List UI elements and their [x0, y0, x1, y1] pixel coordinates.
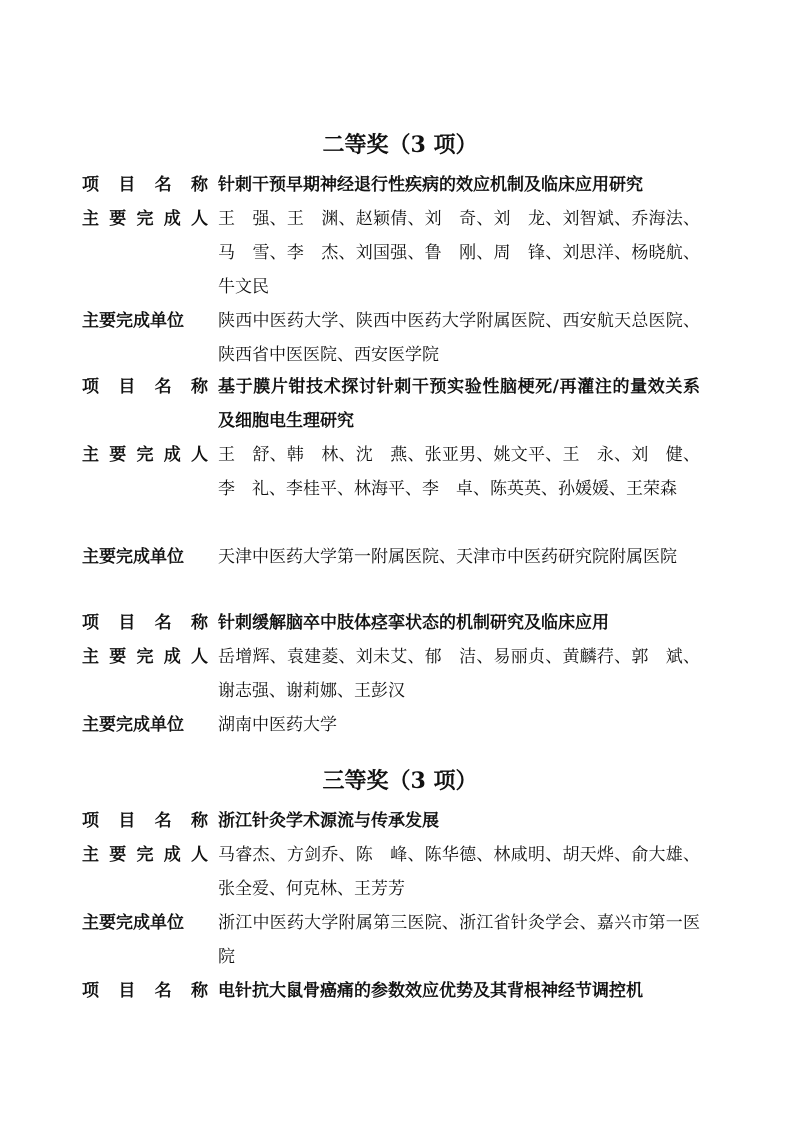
section-heading-second-prize: 二等奖（3 项） — [322, 132, 478, 158]
main-units: 浙江中医药大学附属第三医院、浙江省针灸学会、嘉兴市第一医院 — [218, 913, 700, 967]
main-contributors: 王 强、王 渊、赵颖倩、刘 奇、刘 龙、刘智斌、乔海法、马 雪、李 杰、刘国强、鲁 刚、周 锋、刘思洋、杨晓航、牛文民 — [218, 209, 700, 297]
main-units: 天津中医药大学第一附属医院、天津市中医药研究院附属医院 — [218, 547, 677, 567]
label-main-units: 主要完成单位 — [82, 311, 184, 331]
main-contributors: 王 舒、韩 林、沈 燕、张亚男、姚文平、王 永、刘 健、李 礼、李桂平、林海平、李 卓、陈英英、孙媛媛、王荣森 — [218, 445, 700, 499]
main-contributors: 马睿杰、方剑乔、陈 峰、陈华德、林咸明、胡天烨、俞大雄、张全爱、何克林、王芳芳 — [218, 845, 700, 899]
main-units: 陕西中医药大学、陕西中医药大学附属医院、西安航天总医院、陕西省中医医院、西安医学院 — [218, 311, 700, 365]
label-main-contributors: 主 要 完 成 人 — [82, 647, 208, 667]
label-main-units: 主要完成单位 — [82, 913, 184, 933]
section-heading-third-prize: 三等奖（3 项） — [322, 768, 478, 794]
main-units: 湖南中医药大学 — [218, 715, 337, 735]
project-title: 电针抗大鼠骨癌痛的参数效应优势及其背根神经节调控机 — [218, 981, 643, 1001]
label-main-contributors: 主 要 完 成 人 — [82, 445, 208, 465]
label-main-units: 主要完成单位 — [82, 547, 184, 567]
project-title: 浙江针灸学术源流与传承发展 — [218, 811, 439, 831]
project-title: 针刺缓解脑卒中肢体痉挛状态的机制研究及临床应用 — [218, 613, 609, 633]
project-title: 针刺干预早期神经退行性疾病的效应机制及临床应用研究 — [218, 175, 643, 195]
project-title: 基于膜片钳技术探讨针刺干预实验性脑梗死/再灌注的量效关系及细胞电生理研究 — [218, 377, 700, 431]
main-contributors: 岳增辉、袁建菱、刘未艾、郁 洁、易丽贞、黄麟荇、郭 斌、谢志强、谢莉娜、王彭汉 — [218, 647, 700, 701]
label-project-name: 项 目 名 称 — [82, 613, 208, 633]
label-project-name: 项 目 名 称 — [82, 811, 208, 831]
label-project-name: 项 目 名 称 — [82, 981, 208, 1001]
label-main-units: 主要完成单位 — [82, 715, 184, 735]
label-main-contributors: 主 要 完 成 人 — [82, 845, 208, 865]
label-project-name: 项 目 名 称 — [82, 377, 208, 397]
label-main-contributors: 主 要 完 成 人 — [82, 209, 208, 229]
label-project-name: 项 目 名 称 — [82, 175, 208, 195]
